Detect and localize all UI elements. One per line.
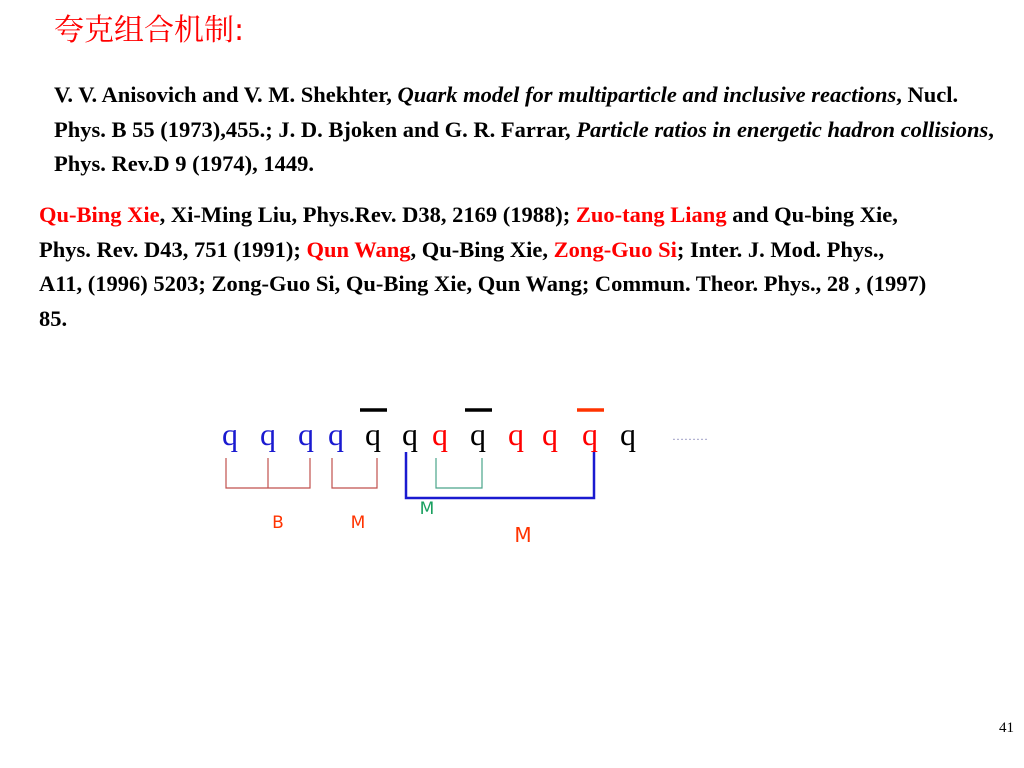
bracket-m-2 [436,458,482,488]
quark-symbol: q [508,416,524,452]
bracket-m-3 [406,452,594,498]
reference-xie-liang-wang-si [39,198,929,336]
quark-symbol: q [260,416,276,452]
ref1-paper-title-2: Particle ratios in energetic hadron collisions [576,116,989,142]
quark-symbol: q [470,416,486,452]
quark-symbol: q [222,416,238,452]
ref1-paper-title: Quark model for multiparticle and inclusive reactions [397,82,897,107]
reference-anisovich-bjorken [54,78,1014,182]
bracket-label: M [514,523,532,547]
ref2-text-4: ; Inter. J. Mod. Phys., A11, (1996) 5203; Zong-Guo Si, Qu-Bing Xie, Qun Wang; Commun. Theor. Phys., 28 , (1997) 85. [39,236,927,331]
ref1-citation: , Nucl. Phys. B 55 (1973),455.; J. D. Bjoken and G. R. Farrar, [54,82,959,142]
quark-symbol: q [582,416,598,452]
bracket-label: M [419,499,435,519]
quark-symbol: q [365,416,381,452]
ref2-text-1: , Xi-Ming Liu, Phys.Rev. D38, 2169 (1988); [159,202,576,227]
ref2-author-liang: Zuo-tang Liang [575,202,727,227]
page-number: 41 [999,720,1014,736]
quark-symbol: q [328,416,344,452]
ref2-author-xie: Qu-Bing Xie [39,202,160,227]
slide-title: 夸克组合机制: [54,13,245,48]
ref2-author-wang: Qun Wang [306,236,411,262]
ellipsis: ……… [672,429,708,443]
ref2-text-2: and Qu-bing Xie, Phys. Rev. D43, 751 (1991); [39,202,898,262]
quark-symbol: q [402,416,418,452]
bracket-label: B [272,513,284,533]
ref2-author-si: Zong-Guo Si [553,236,677,262]
quark-symbol: q [620,416,636,452]
bracket-m-1 [332,458,377,488]
ref1-authors: V. V. Anisovich and V. M. Shekhter, [54,82,398,107]
quark-symbol: q [542,416,558,452]
ref1-citation-2: , Phys. Rev.D 9 (1974), 1449. [54,116,994,176]
bracket-label: M [350,513,366,533]
quark-symbol: q [432,416,448,452]
quark-symbol: q [298,416,314,452]
quark-combination-diagram [0,390,1024,560]
ref2-text-3: , Qu-Bing Xie, [410,236,554,262]
